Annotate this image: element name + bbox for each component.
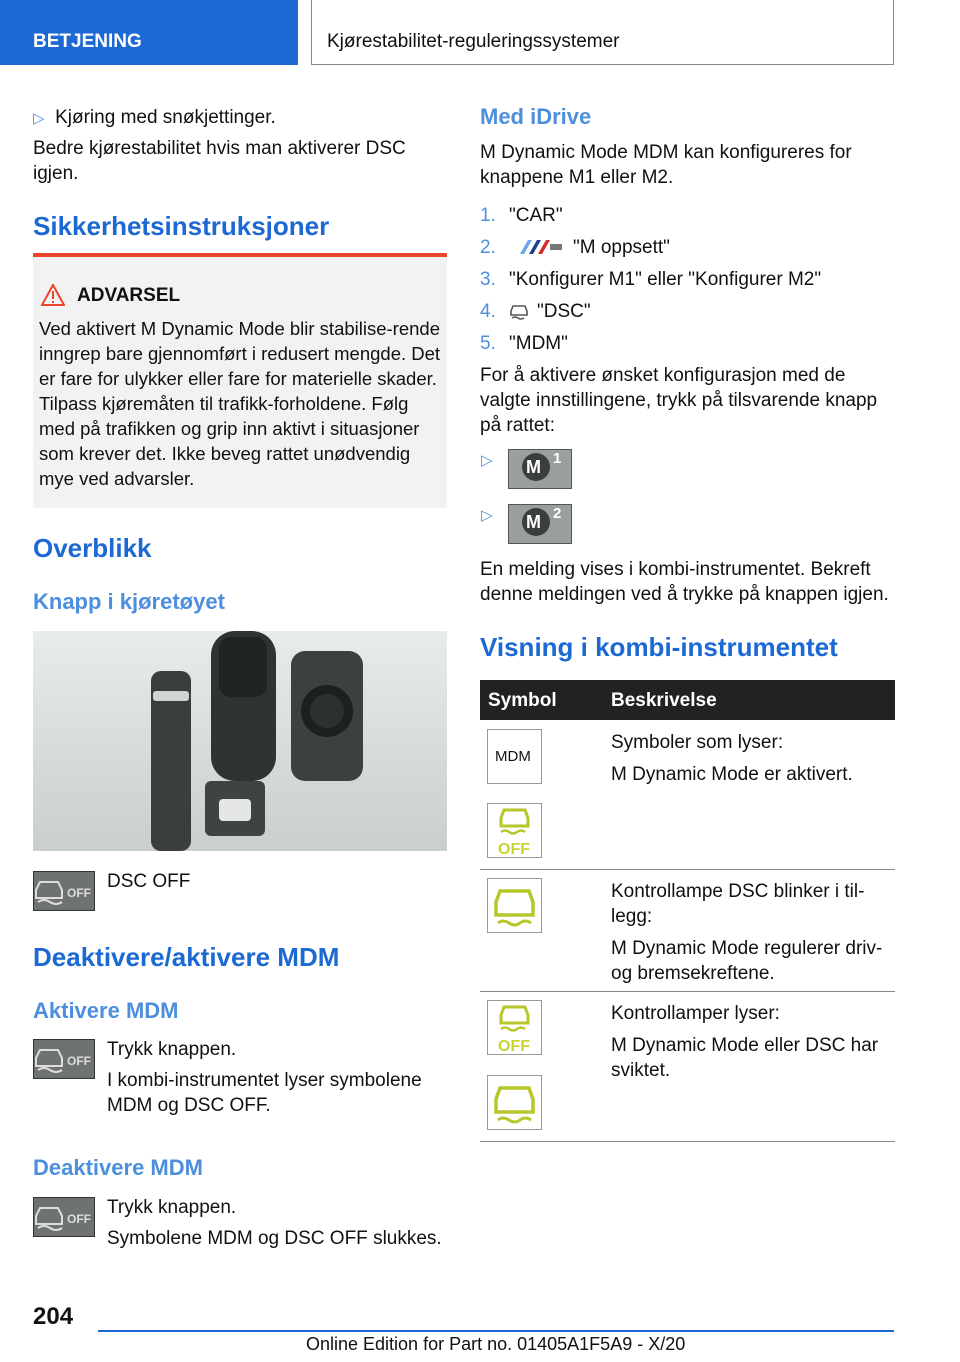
heading-idrive: Med iDrive [480, 104, 592, 129]
heading-deactivate-mdm: Deaktivere MDM [33, 1155, 203, 1180]
heading-display: Visning i kombi-instrumentet [480, 632, 838, 662]
row-1-line-1: Symboler som lyser: [611, 732, 784, 753]
warning-triangle-icon [41, 284, 65, 306]
triangle-bullet-icon: ▷ [481, 507, 493, 524]
row-1-line-2: M Dynamic Mode er aktivert. [611, 764, 853, 785]
center-console-photo [33, 631, 447, 851]
svg-text:OFF: OFF [67, 1054, 91, 1068]
row-divider [480, 991, 895, 992]
row-divider [480, 1141, 895, 1142]
heading-button-in-vehicle: Knapp i kjøretøyet [33, 589, 225, 614]
header-section-tab [0, 0, 298, 65]
row-divider [480, 869, 895, 870]
message-text: En melding vises i kombi-instrumentet. Bekreft denne meldingen ved å trykke på knappen igjen. [480, 559, 889, 605]
footer-edition: Online Edition for Part no. 01405A1F5A9 - X/20 [306, 1334, 686, 1354]
col-description: Beskrivelse [611, 690, 717, 711]
deactivate-step: Trykk knappen. [107, 1197, 237, 1218]
m1-button-icon: M 1 [508, 449, 572, 489]
warning-text: Ved aktivert M Dynamic Mode blir stabilise-rende inngrep bare gjennomført i redusert mengde. Det er fare for ulykker eller fare for materielle skader. Tilpass kjøremåten til trafikk-forholdene. Følg med på trafikken og grip inn aktivt i situasjoner som krever det. Ikke beveg rattet unødvendig mye ved advarsler. [39, 318, 441, 489]
table-header [480, 680, 895, 720]
triangle-bullet-icon: ▷ [33, 110, 45, 127]
row-2-line-1: Kontrollampe DSC blinker i til-legg: [611, 881, 865, 927]
step-2: 2. "M oppsett" [480, 237, 670, 258]
idrive-intro: M Dynamic Mode MDM kan konfigureres for knappene M1 eller M2. [480, 142, 852, 188]
console-illustration [33, 631, 447, 851]
heading-overview: Overblikk [33, 533, 152, 563]
svg-text:OFF: OFF [67, 1212, 91, 1226]
para-dsc-again: Bedre kjørestabilitet hvis man aktiverer DSC igjen. [33, 138, 406, 184]
header-chapter-label: Kjørestabilitet-reguleringssystemer [327, 31, 620, 52]
m2-button-icon: M 2 [508, 504, 572, 544]
activate-step: Trykk knappen. [107, 1039, 237, 1060]
dsc-off-lamp-icon [487, 803, 542, 858]
bullet-text: Kjøring med snøkjettinger. [55, 107, 276, 128]
svg-text:OFF: OFF [67, 886, 91, 900]
heading-safety: Sikkerhetsinstruksjoner [33, 211, 330, 241]
row-3-line-1: Kontrollamper lyser: [611, 1003, 780, 1024]
row-2-line-2: M Dynamic Mode regulerer driv- og bremsekreftene. [611, 938, 883, 984]
dsc-lamp-icon [487, 1075, 542, 1130]
heading-toggle-mdm: Deaktivere/aktivere MDM [33, 942, 340, 972]
svg-text:OFF: OFF [498, 841, 530, 857]
col-symbol: Symbol [488, 690, 557, 711]
step-5: 5. "MDM" [480, 333, 568, 354]
m-stripes-icon [512, 240, 562, 254]
bullet-snow-chains [33, 105, 276, 131]
warning-title: ADVARSEL [77, 285, 181, 306]
heading-activate-mdm: Aktivere MDM [33, 998, 179, 1023]
header-section-label: BETJENING [33, 31, 142, 52]
step-4: 4. "DSC" [480, 301, 591, 322]
svg-text:OFF: OFF [498, 1038, 530, 1054]
header-chapter-tab [311, 0, 894, 65]
activate-result: I kombi-instrumentet lyser symbolene MDM og DSC OFF. [107, 1070, 422, 1116]
step-1: 1. "CAR" [480, 205, 563, 226]
footer-rule [98, 1330, 894, 1332]
mdm-symbol: MDM [487, 729, 542, 784]
dsc-off-button-icon [33, 1197, 95, 1237]
dsc-car-icon [510, 302, 528, 320]
page-number: 204 [33, 1303, 74, 1330]
step-3: 3. "Konfigurer M1" eller "Konfigurer M2" [480, 269, 822, 290]
triangle-bullet-icon: ▷ [481, 452, 493, 469]
activate-config-text: For å aktivere ønsket konfigurasjon med de valgte innstillingene, trykk på tilsvarende knapp på rattet: [480, 365, 878, 436]
dsc-lamp-icon [487, 878, 542, 933]
warning-box [33, 253, 447, 508]
deactivate-result: Symbolene MDM og DSC OFF slukkes. [107, 1228, 442, 1249]
dsc-off-button-icon [33, 1039, 95, 1079]
dsc-off-label: DSC OFF [107, 871, 191, 892]
row-3-line-2: M Dynamic Mode eller DSC har sviktet. [611, 1035, 879, 1081]
dsc-off-button-icon [33, 871, 95, 911]
dsc-off-lamp-icon [487, 1000, 542, 1055]
